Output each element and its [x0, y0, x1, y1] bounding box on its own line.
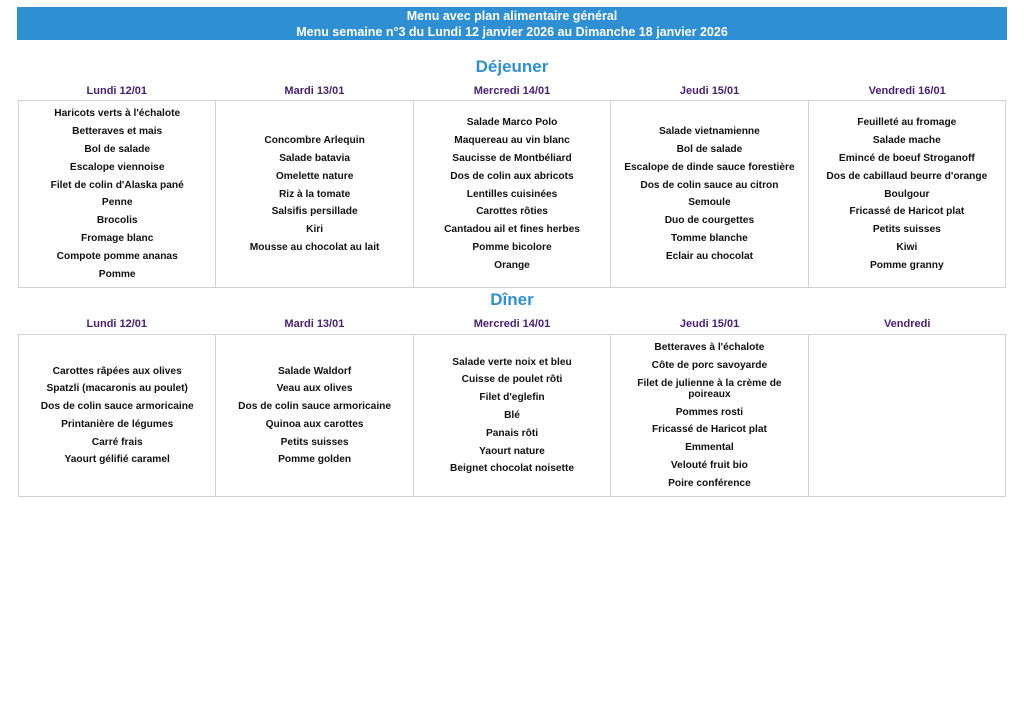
menu-item: Pomme golden: [278, 454, 352, 466]
section-title-dejeuner: Déjeuner: [475, 57, 549, 76]
menu-item: Omelette nature: [275, 170, 354, 182]
menu-item: Salade batavia: [279, 152, 350, 164]
menu-item: Veau aux olives: [276, 383, 353, 395]
menu-item: Betteraves à l'échalote: [654, 342, 765, 354]
menu-item: Spatzli (macaronis au poulet): [46, 383, 188, 395]
menu-header-week: Menu semaine n°3 du Lundi 12 janvier 2026 au Dimanche 18 janvier 2026: [296, 25, 728, 39]
menu-item: Dos de colin sauce armoricaine: [40, 401, 194, 413]
menu-header-title: Menu avec plan alimentaire général: [406, 9, 618, 23]
menu-day-column: [215, 101, 412, 287]
menu-header-banner: [17, 7, 1007, 40]
menu-item: Feuilleté au fromage: [857, 117, 957, 129]
menu-item: Pommes rosti: [675, 406, 744, 418]
menu-item: Dos de colin sauce au citron: [640, 179, 779, 191]
menu-item: Escalope de dinde sauce forestière: [624, 161, 795, 173]
menu-item: Haricots verts à l'échalote: [54, 108, 181, 120]
menu-item: Filet de julienne à la crème de poireaux: [637, 377, 782, 400]
menu-grid-dejeuner: [18, 100, 1006, 288]
menu-item: Dos de cabillaud beurre d'orange: [826, 170, 988, 182]
menu-item: Pomme bicolore: [472, 241, 552, 253]
day-header: Jeudi 15/01: [679, 85, 740, 97]
menu-item: Duo de courgettes: [664, 215, 755, 227]
menu-item: Salade Marco Polo: [466, 117, 558, 129]
menu-item: Fricassé de Haricot plat: [651, 424, 767, 436]
menu-item: Yaourt gélifié caramel: [64, 454, 170, 466]
menu-day-column: [610, 335, 807, 496]
menu-item: Penne: [101, 197, 133, 209]
day-header: Mardi 13/01: [284, 318, 345, 330]
menu-item: Salade mache: [872, 135, 941, 147]
menu-day-column: [808, 101, 1005, 287]
day-header: Mardi 13/01: [284, 85, 345, 97]
menu-day-column: [413, 101, 610, 287]
menu-item: Saucisse de Montbéliard: [452, 152, 572, 164]
menu-item: Mousse au chocolat au lait: [249, 241, 380, 253]
day-header: Mercredi 14/01: [473, 318, 551, 330]
menu-item: Salsifis persillade: [271, 206, 358, 218]
menu-item: Compote pomme ananas: [56, 250, 178, 262]
day-header: Lundi 12/01: [86, 85, 148, 97]
section-title-diner: Dîner: [490, 290, 534, 309]
menu-item: Tomme blanche: [671, 232, 748, 244]
menu-item: Emincé de boeuf Stroganoff: [838, 152, 975, 164]
menu-item: Cantadou ail et fines herbes: [444, 224, 580, 236]
menu-item: Lentilles cuisinées: [466, 188, 558, 200]
menu-item: Quinoa aux carottes: [265, 418, 364, 430]
menu-grid-diner: [18, 334, 1006, 497]
menu-day-column: [808, 335, 1005, 496]
menu-item: Maquereau au vin blanc: [454, 135, 570, 147]
menu-item: Petits suisses: [280, 436, 349, 448]
menu-item: Betteraves et mais: [72, 126, 163, 138]
menu-item: Bol de salade: [676, 144, 743, 156]
menu-item: Kiri: [306, 224, 324, 236]
menu-item: Velouté fruit bio: [670, 459, 748, 471]
menu-item: Dos de colin aux abricots: [450, 170, 574, 182]
menu-day-column: [215, 335, 412, 496]
day-header: Vendredi: [883, 318, 931, 330]
menu-item: Bol de salade: [84, 144, 151, 156]
day-header: Lundi 12/01: [86, 318, 148, 330]
menu-item: Orange: [494, 259, 530, 271]
menu-item: Carottes râpées aux olives: [52, 365, 182, 377]
menu-item: Eclair au chocolat: [665, 250, 754, 262]
day-headers-diner: [18, 318, 1006, 330]
menu-item: Kiwi: [896, 241, 918, 253]
menu-day-column: [19, 101, 215, 287]
menu-item: Panais rôti: [485, 427, 539, 439]
menu-item: Carottes rôties: [476, 206, 548, 218]
day-headers-dejeuner: [18, 85, 1006, 97]
menu-item: Blé: [504, 410, 520, 421]
menu-item: Poire conférence: [668, 477, 751, 489]
menu-day-column: [610, 101, 807, 287]
menu-item: Boulgour: [884, 188, 930, 200]
menu-day-column: [413, 335, 610, 496]
menu-item: Yaourt nature: [479, 445, 545, 457]
menu-item: Côte de porc savoyarde: [651, 360, 768, 372]
menu-item: Printanière de légumes: [61, 418, 174, 430]
menu-item: Carré frais: [91, 436, 143, 448]
menu-item: Petits suisses: [872, 224, 941, 236]
menu-item: Fromage blanc: [80, 232, 154, 244]
menu-item: Brocolis: [96, 215, 138, 227]
day-header: Mercredi 14/01: [473, 85, 551, 97]
menu-item: Cuisse de poulet rôti: [461, 374, 563, 386]
menu-item: Filet d'eglefin: [479, 392, 545, 404]
menu-item: Salade verte noix et bleu: [452, 356, 572, 368]
menu-item: Semoule: [688, 197, 731, 209]
menu-item: Fricassé de Haricot plat: [849, 206, 965, 218]
menu-item: Filet de colin d'Alaska pané: [50, 179, 184, 191]
menu-item: Riz à la tomate: [278, 188, 351, 200]
day-header: Vendredi 16/01: [868, 85, 946, 97]
menu-item: Emmental: [685, 442, 734, 454]
menu-item: Pomme: [98, 268, 136, 280]
menu-item: Salade vietnamienne: [659, 126, 760, 138]
menu-item: Beignet chocolat noisette: [450, 463, 574, 475]
menu-item: Concombre Arlequin: [264, 135, 365, 147]
menu-day-column: [19, 335, 215, 496]
menu-item: Dos de colin sauce armoricaine: [238, 401, 392, 413]
menu-item: Escalope viennoise: [69, 161, 165, 173]
menu-item: Pomme granny: [870, 259, 944, 271]
day-header: Jeudi 15/01: [679, 318, 740, 330]
menu-item: Salade Waldorf: [278, 365, 352, 377]
